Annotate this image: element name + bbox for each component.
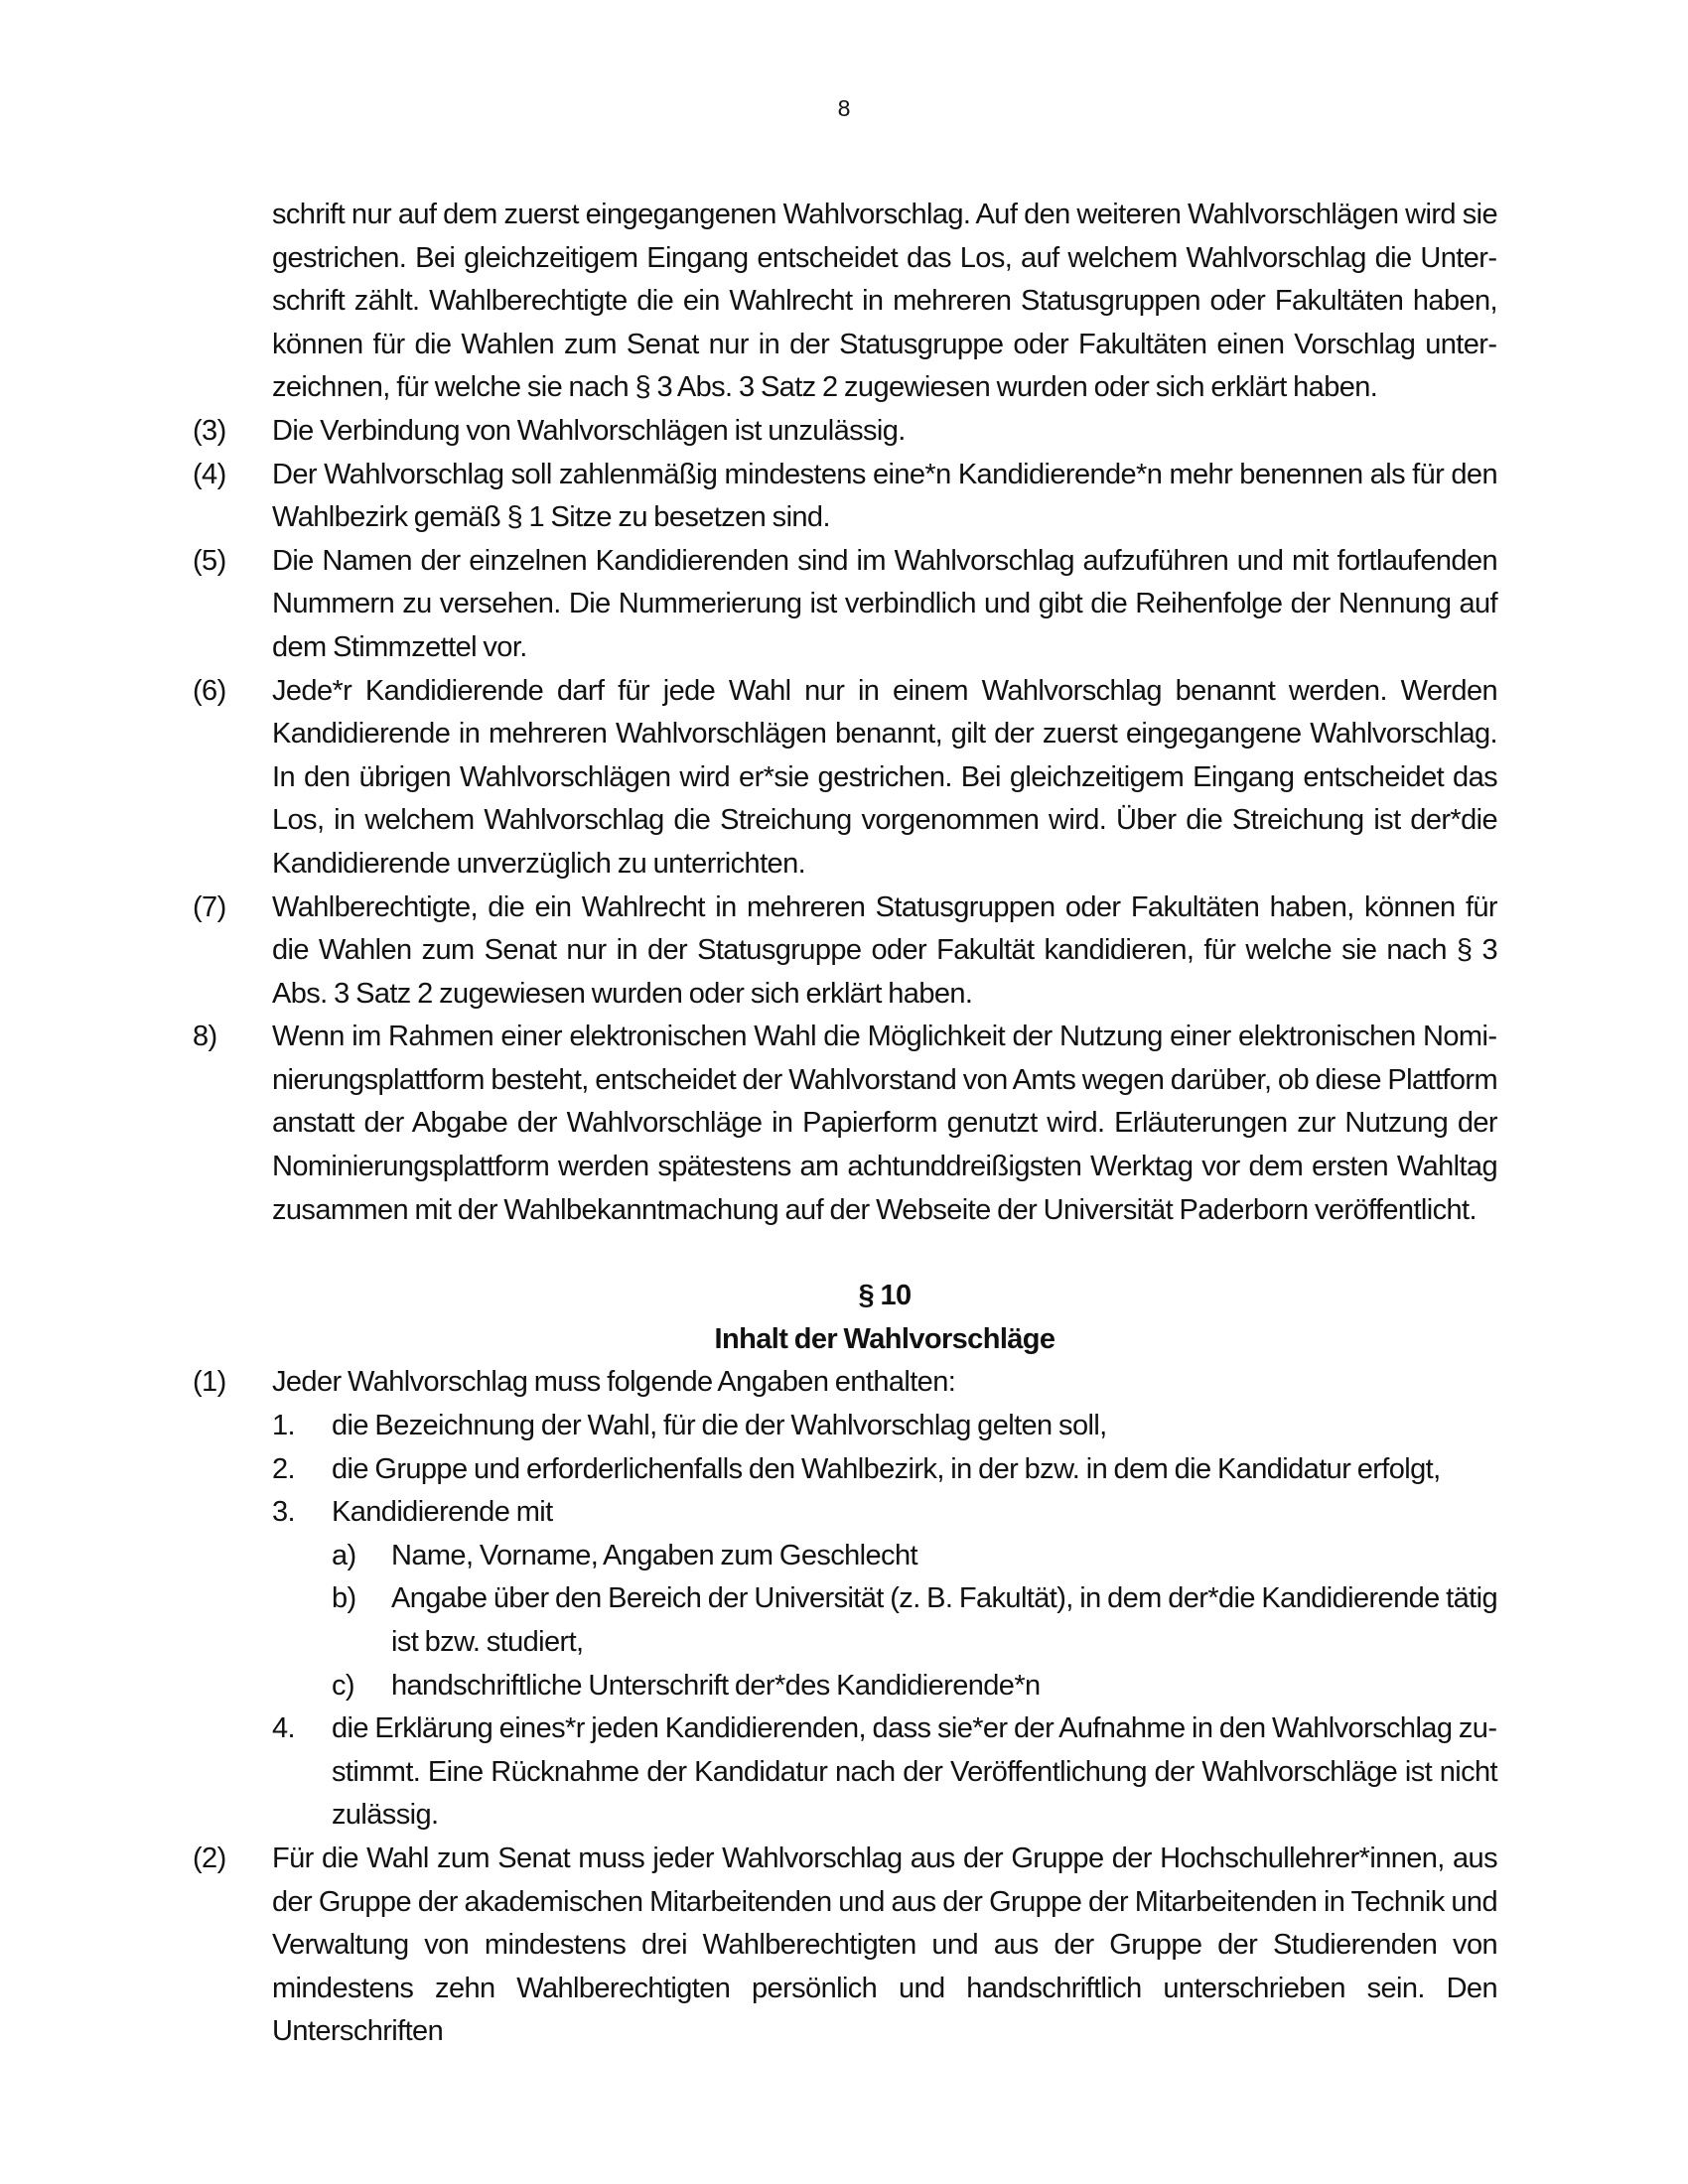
paragraph-number: 8): [193, 1021, 217, 1053]
paragraph-text: Die Verbindung von Wahlvorschlägen ist unzulässig.: [272, 414, 906, 447]
list-item-text: die Bezeichnung der Wahl, für die der Wahlvorschlag gelten soll,: [332, 1410, 1107, 1442]
paragraph-text: Wahlberechtigte, die ein Wahlrecht in mehreren Statusgruppen oder Fakultäten haben, können für die Wahlen zum Senat nur in der Statusgruppe oder Fakultät kandidieren, für welche sie nach § 3 Abs. 3 Satz 2 zugewiesen wurden oder sich erklärt haben.: [272, 890, 1497, 1010]
list-item-number: 3.: [272, 1496, 295, 1529]
list-item: [191, 1707, 1497, 1838]
document-body: [191, 194, 1497, 2054]
list-item-number: 4.: [272, 1712, 295, 1745]
paragraph-6: [191, 670, 1497, 887]
sub-list-item-text: Angabe über den Bereich der Universität (z. B. Fakultät), in dem der*die Kandidierende tätig ist bzw. studiert,: [391, 1582, 1497, 1658]
candidate-details-list: [332, 1535, 1497, 1707]
sub-list-item-text: handschriftliche Unterschrift der*des Kandidierende*n: [391, 1669, 1041, 1702]
paragraph-7: [191, 887, 1497, 1017]
paragraph-text: Die Namen der einzelnen Kandidierenden sind im Wahlvorschlag aufzuführen und mit fortlaufenden Nummern zu versehen. Die Nummerierung ist verbindlich und gibt die Reihenfolge der Nennung auf dem Stimmzettel vor.: [272, 544, 1497, 663]
list-item-text: Kandidierende mit: [332, 1496, 553, 1529]
paragraph-number: (1): [193, 1366, 226, 1399]
section-paragraph-2: [191, 1838, 1497, 2054]
paragraph-text: schrift nur auf dem zuerst eingegangenen Wahlvorschlag. Auf den weiteren Wahlvorschlägen wird sie gestrichen. Bei gleichzeitigem Eingang entscheidet das Los, auf welchem Wahlvorschlag die Unterschrift zählt. Wahlberechtigte die ein Wahlrecht in mehreren Statusgruppen oder Fakultäten haben, können für die Wahlen zum Senat nur in der Statusgruppe oder Fakultäten einen Vorschlag unterzeichnen, für welche sie nach § 3 Abs. 3 Satz 2 zugewiesen wurden oder sich erklärt haben.: [272, 199, 1497, 404]
sub-list-item: [332, 1665, 1497, 1708]
paragraph-continuation: [191, 194, 1497, 410]
paragraph-number: (6): [193, 674, 226, 707]
paragraph-number: (4): [193, 458, 226, 490]
sub-list-item-letter: b): [332, 1582, 356, 1615]
requirements-list: [191, 1405, 1497, 1838]
paragraph-4: [191, 454, 1497, 540]
sub-list-item: [332, 1535, 1497, 1578]
sub-list-item-text: Name, Vorname, Angaben zum Geschlecht: [391, 1539, 917, 1571]
sub-list-item-letter: a): [332, 1539, 356, 1571]
sub-list-item-letter: c): [332, 1669, 354, 1702]
paragraph-number: (5): [193, 544, 226, 577]
section-number: § 10: [858, 1280, 912, 1312]
paragraph-text: Wenn im Rahmen einer elektronischen Wahl die Möglichkeit der Nutzung einer elektronischen Nominierungsplattform besteht, entscheidet der Wahlvorstand von Amts wegen darüber, ob diese Plattform anstatt der Abgabe der Wahlvorschläge in Papierform genutzt wird. Erläuterungen zur Nutzung der Nominierungsplattform werden spätestens am achtunddreißigsten Werktag vor dem ersten Wahltag zusammen mit der Wahlbekanntmachung auf der Webseite der Universität Paderborn veröffentlicht.: [272, 1021, 1497, 1226]
paragraph-text: Jede*r Kandidierende darf für jede Wahl nur in einem Wahlvorschlag benannt werden. Werden Kandidierende in mehreren Wahlvorschlägen benannt, gilt der zuerst eingegangene Wahlvorschlag. In den übrigen Wahlvorschlägen wird er*sie gestrichen. Bei gleichzeitigem Eingang entscheidet das Los, in welchem Wahlvorschlag die Streichung vorgenommen wird. Über die Streichung ist der*die Kandidierende unverzüglich zu unterrichten.: [272, 674, 1497, 880]
paragraph-text: Für die Wahl zum Senat muss jeder Wahlvorschlag aus der Gruppe der Hochschullehrer*innen, aus der Gruppe der akademischen Mitarbeitenden und aus der Gruppe der Mitarbeitenden in Technik und Verwaltung von mindestens drei Wahlberechtigten und aus der Gruppe der Studierenden von mindestens zehn Wahlberechtigten persönlich und handschriftlich unterschrieben sein. Den Unterschriften: [272, 1842, 1497, 2048]
section-paragraph-1: [191, 1361, 1497, 1405]
page-number: 8: [837, 95, 851, 121]
paragraph-text: Jeder Wahlvorschlag muss folgende Angaben enthalten:: [272, 1366, 956, 1399]
list-item-text: die Gruppe und erforderlichenfalls den Wahlbezirk, in der bzw. in dem die Kandidatur erfolgt,: [332, 1452, 1441, 1485]
paragraph-text: Der Wahlvorschlag soll zahlenmäßig mindestens eine*n Kandidierende*n mehr benennen als für den Wahlbezirk gemäß § 1 Sitze zu besetzen sind.: [272, 458, 1497, 534]
paragraph-number: (2): [193, 1842, 226, 1874]
paragraph-3: [191, 410, 1497, 454]
paragraph-number: (7): [193, 890, 226, 923]
list-item: [191, 1448, 1497, 1492]
paragraph-number: (3): [193, 414, 226, 447]
paragraph-5: [191, 540, 1497, 670]
paragraph-8: [191, 1016, 1497, 1232]
sub-list-item: [332, 1577, 1497, 1664]
section-title: Inhalt der Wahlvorschläge: [714, 1322, 1055, 1355]
list-item-text: die Erklärung eines*r jeden Kandidierenden, dass sie*er der Aufnahme in den Wahlvorschlag zustimmt. Eine Rücknahme der Kandidatur nach der Veröffentlichung der Wahlvorschläge ist nicht zulässig.: [332, 1712, 1497, 1832]
list-item: [191, 1405, 1497, 1448]
list-item-number: 1.: [272, 1410, 295, 1442]
list-item: [191, 1491, 1497, 1707]
list-item-number: 2.: [272, 1452, 295, 1485]
